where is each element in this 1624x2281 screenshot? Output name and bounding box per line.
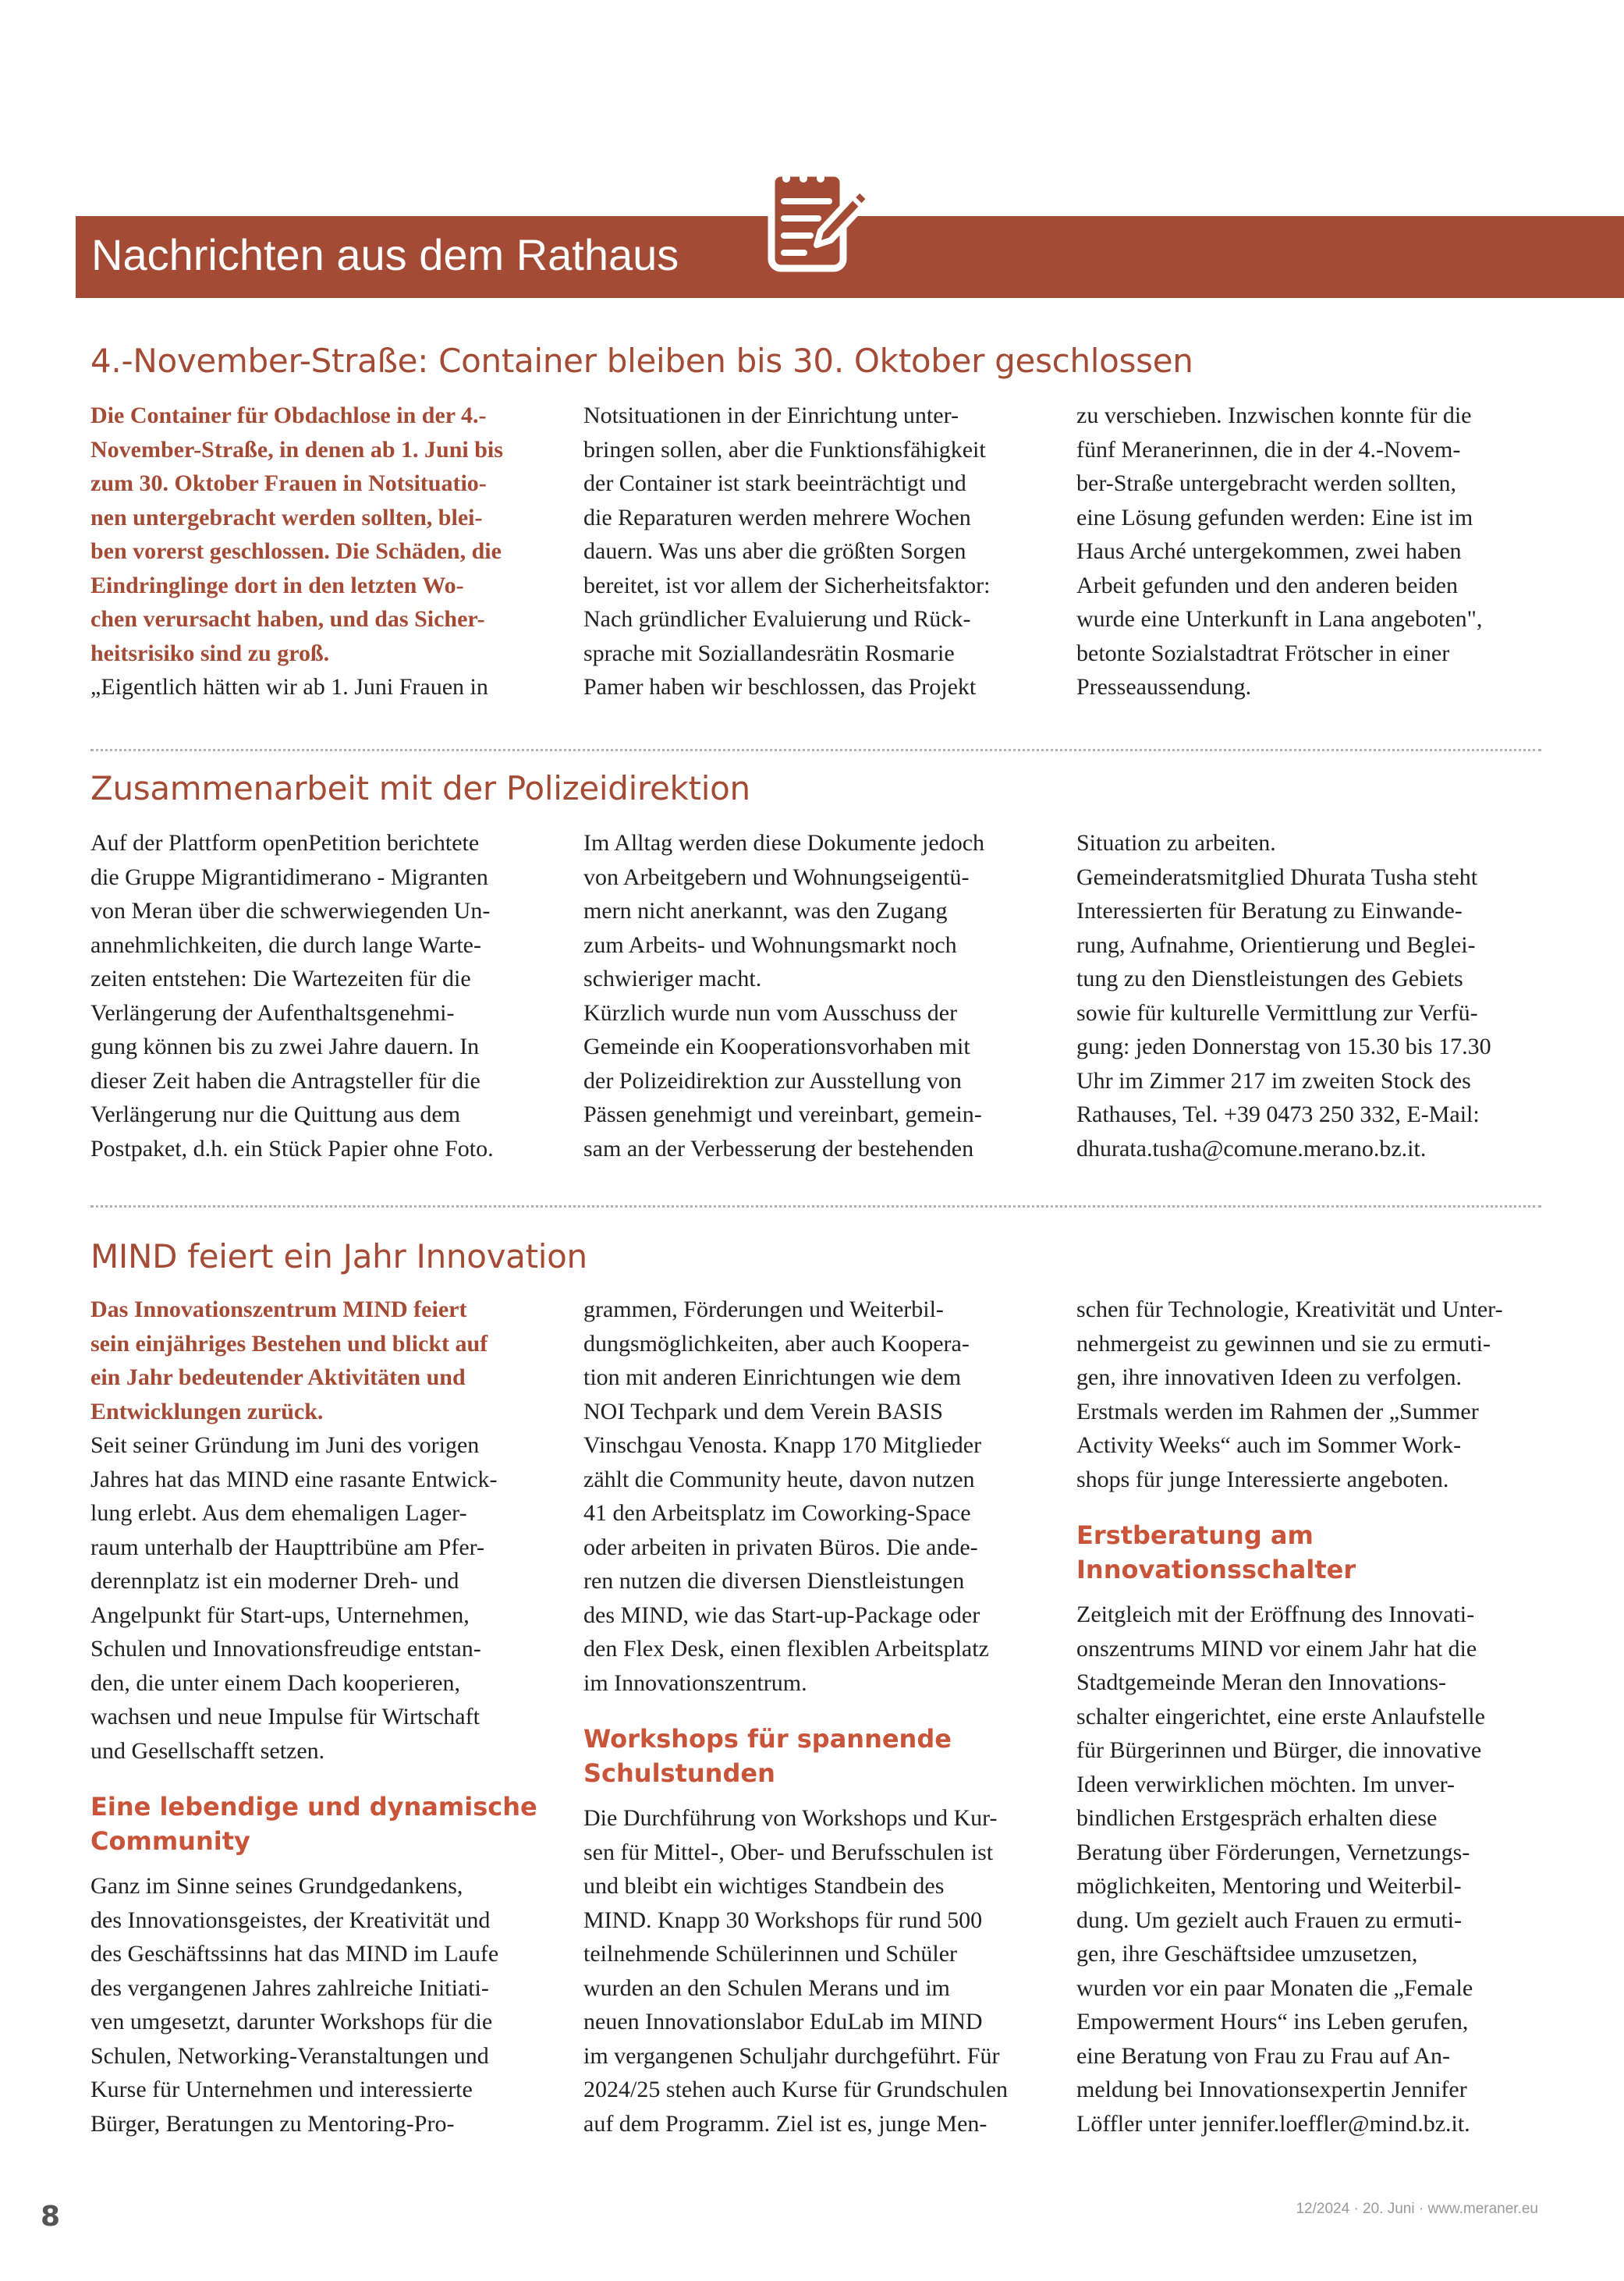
page-number: 8	[41, 2201, 61, 2233]
article-3-body-3: schen für Technologie, Kreativität und Unter- nehmergeist zu gewinnen und sie zu ermuti- gen, ihre innovativen Ideen zu verfolgen. Erstmals werden im Rahmen der „Summer Activity Weeks“ auch im Sommer Work- shops für junge Interessierte angeboten.	[1076, 1297, 1503, 1492]
section-divider	[90, 1205, 1541, 1208]
article-3-subheading-erstberatung: Erstberatung am Innovationsschalter	[1076, 1520, 1356, 1584]
article-3-body-1: Seit seiner Gründung im Juni des vorigen Jahres hat das MIND eine rasante Entwick- lung erlebt. Aus dem ehemaligen Lager- raum unterhalb der Haupttribüne am Pfer- derennplatz ist ein moderner Dreh- und Angelpunkt für Start-ups, Unternehmen, Schulen und Innovationsfreudige entstan- den, die unter einem Dach kooperieren, wachsen und neue Impulse für Wirtschaft und Gesellschafft setzen.	[90, 1432, 498, 1764]
article-3-column-2	[583, 1293, 1051, 2141]
article-1-column-2	[583, 399, 1051, 704]
article-3-lead: Das Innovationszentrum MIND feiert sein einjähriges Bestehen und blickt auf ein Jahr bedeutender Aktivitäten und Entwicklungen zurück.	[90, 1297, 488, 1424]
article-3-body-2b: Die Durchführung von Workshops und Kur- sen für Mittel-, Ober- und Berufsschulen ist und bleibt ein wichtiges Standbein des MIND. Knapp 30 Workshops für rund 500 teilnehmende Schülerinnen und Schüler wurden an den Schulen Merans und im neuen Innovationslabor EduLab im MIND im vergangenen Schuljahr durchgeführt. Für 2024/25 stehen auch Kurse für Grundschulen auf dem Programm. Ziel ist es, junge Men-	[583, 1805, 1009, 2137]
article-1-lead: Die Container für Obdachlose in der 4.- November-Straße, in denen ab 1. Juni bis zum 30. Oktober Frauen in Notsituatio- nen untergebracht werden sollten, blei- ben vorerst geschlossen. Die Schäden, die Eindringlinge dort in den letzten Wo- chen verursacht haben, und das Sicher- heitsrisiko sind zu groß.	[90, 403, 503, 666]
article-3-body-2: grammen, Förderungen und Weiterbil- dungsmöglichkeiten, aber auch Koopera- tion mit anderen Einrichtungen wie dem NOI Techpark und dem Verein BASIS Vinschgau Venosta. Knapp 170 Mitglieder zählt die Community heute, davon nutzen 41 den Arbeitsplatz im Coworking-Space oder arbeiten in privaten Büros. Die ande- ren nutzen die diversen Dienstleistungen des MIND, wie das Start-up-Package oder den Flex Desk, einen flexiblen Arbeitsplatz im Innovationszentrum.	[583, 1297, 989, 1696]
article-3-title: MIND feiert ein Jahr Innovation	[90, 1237, 587, 1275]
article-3-column-1	[90, 1293, 558, 2141]
article-3-subheading-community: Eine lebendige und dynamische Community	[90, 1792, 537, 1856]
article-1-body-2: Notsituationen in der Einrichtung unter- bringen sollen, aber die Funktionsfähigkeit der Container ist stark beeinträchtigt und die Reparaturen werden mehrere Wochen dauern. Was uns aber die größten Sorgen bereitet, ist vor allem der Sicherheitsfaktor: Nach gründlicher Evaluierung und Rück- sprache mit Soziallandesrätin Rosmarie Pamer haben wir beschlossen, das Projekt	[583, 403, 991, 700]
article-1-body-3: zu verschieben. Inzwischen konnte für die fünf Meranerinnen, die in der 4.-Novem- ber-Straße untergebracht werden sollten, eine Lösung gefunden werden: Eine ist im Haus Arché untergekommen, zwei haben Arbeit gefunden und den anderen beiden wurde eine Unterkunft in Lana angeboten", betonte Sozialstadtrat Frötscher in einer Presseaussendung.	[1076, 403, 1483, 700]
article-2-column-2	[583, 826, 1051, 1165]
section-divider	[90, 749, 1541, 751]
article-2-title: Zusammenarbeit mit der Polizeidirektion	[90, 769, 750, 807]
section-header-title: Nachrichten aus dem Rathaus	[91, 230, 679, 279]
article-3-body-3b: Zeitgleich mit der Eröffnung des Innovati- onszentrums MIND vor einem Jahr hat die Stadtgemeinde Meran den Innovations- schalter eingerichtet, eine erste Anlaufstelle für Bürgerinnen und Bürger, die innovative Ideen verwirklichen möchten. Im unver- bindlichen Erstgespräch erhalten diese Beratung über Förderungen, Vernetzungs- möglichkeiten, Mentoring und Weiterbil- dung. Um gezielt auch Frauen zu ermuti- gen, ihre Geschäftsidee umzusetzen, wurden vor ein paar Monaten die „Female Empowerment Hours“ ins Leben gerufen, eine Beratung von Frau zu Frau auf An- meldung bei Innovationsexpertin Jennifer Löffler unter jennifer.loeffler@mind.bz.it.	[1076, 1602, 1485, 2137]
article-1-title: 4.-November-Straße: Container bleiben bis 30. Oktober geschlossen	[90, 342, 1193, 380]
article-2-body-1: Auf der Plattform openPetition berichtete die Gruppe Migrantidimerano - Migranten von Meran über die schwerwiegenden Un- annehmlichkeiten, die durch lange Warte- zeiten entstehen: Die Wartezeiten für die Verlängerung der Aufenthaltsgenehmi- gung können bis zu zwei Jahre dauern. In dieser Zeit haben die Antragsteller für die Verlängerung nur die Quittung aus dem Postpaket, d.h. ein Stück Papier ohne Foto.	[90, 830, 494, 1162]
article-3-body-1b: Ganz im Sinne seines Grundgedankens, des Innovationsgeistes, der Kreativität und des Geschäftssinns hat das MIND im Laufe des vergangenen Jahres zahlreiche Initiati- ven umgesetzt, darunter Workshops für die Schulen, Networking-Veranstaltungen und Kurse für Unternehmen und interessierte Bürger, Beratungen zu Mentoring-Pro-	[90, 1873, 499, 2137]
article-1-column-1	[90, 399, 558, 704]
article-1-body-1: „Eigentlich hätten wir ab 1. Juni Frauen in	[90, 674, 488, 700]
notepad-pen-icon	[761, 156, 878, 281]
article-1-column-3	[1076, 399, 1544, 704]
footer-issue-info: 12/2024 · 20. Juni · www.meraner.eu	[1296, 2201, 1538, 2217]
article-2-body-2: Im Alltag werden diese Dokumente jedoch von Arbeitgebern und Wohnungseigentü- mern nicht anerkannt, was den Zugang zum Arbeits- und Wohnungsmarkt noch schwieriger macht. Kürzlich wurde nun vom Ausschuss der Gemeinde ein Kooperationsvorhaben mit der Polizeidirektion zur Ausstellung von Pässen genehmigt und vereinbart, gemein- sam an der Verbesserung der bestehenden	[583, 830, 985, 1162]
article-2-column-1	[90, 826, 558, 1165]
article-3-column-3	[1076, 1293, 1544, 2141]
article-2-column-3	[1076, 826, 1544, 1165]
article-3-subheading-workshops: Workshops für spannende Schulstunden	[583, 1724, 952, 1788]
article-2-body-3: Situation zu arbeiten. Gemeinderatsmitglied Dhurata Tusha steht Interessierten für Beratung zu Einwande- rung, Aufnahme, Orientierung und Beglei- tung zu den Dienstleistungen des Gebiets sowie für kulturelle Vermittlung zur Verfü- gung: jeden Donnerstag von 15.30 bis 17.30 Uhr im Zimmer 217 im zweiten Stock des Rathauses, Tel. +39 0473 250 332, E-Mail: dhurata.tusha@comune.merano.bz.it.	[1076, 830, 1491, 1162]
